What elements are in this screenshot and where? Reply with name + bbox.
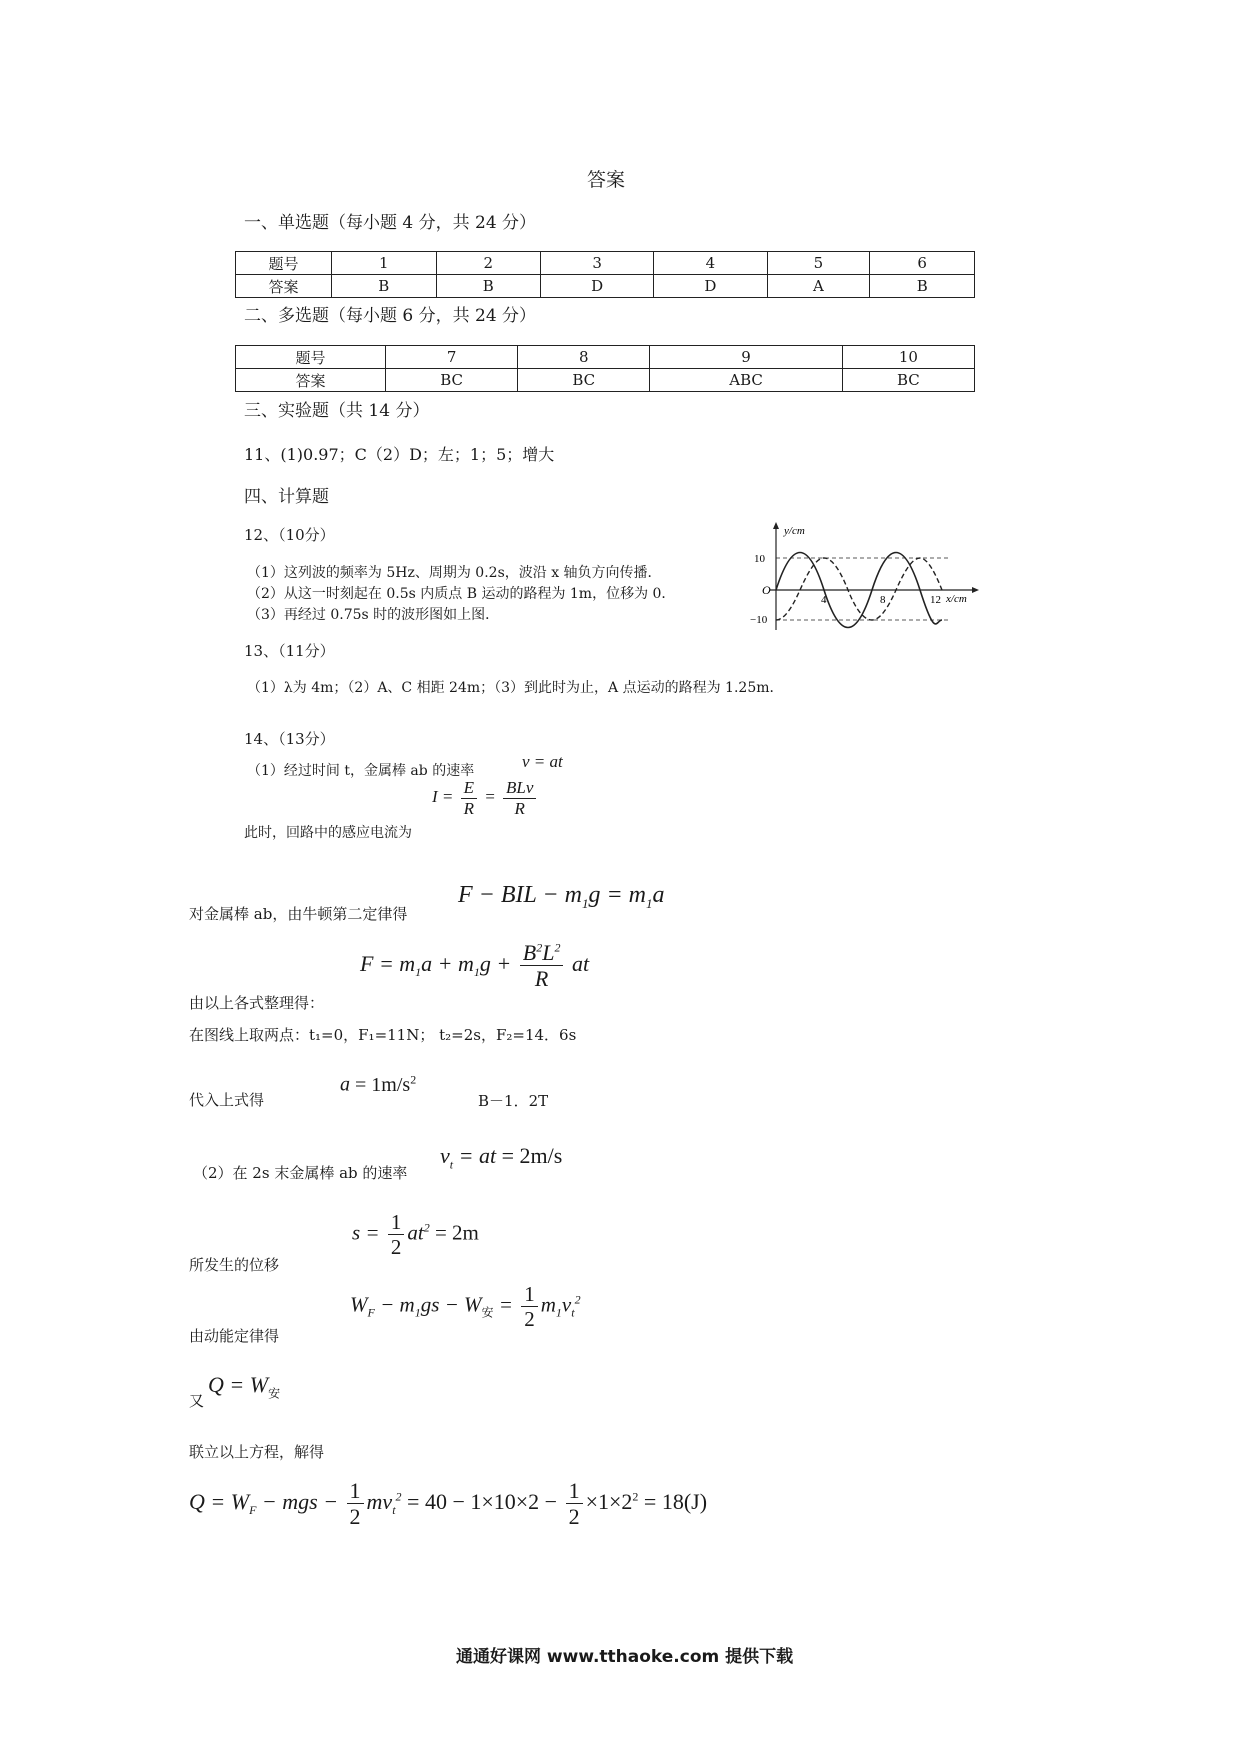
footer-source: 通通好课网 www.tthaoke.com 提供下载	[456, 1647, 794, 1667]
formula-final: $Q = W_F$ − mgs − $\frac{1}{2}$ $mv_t^2 = 40 - 1\times 10\times 2$ − $\frac{1}{2}$ $\times 1\times 2^2 = 18(J)$	[189, 1478, 708, 1530]
row-label: 题号	[236, 252, 332, 275]
formula-v-at: v = at	[522, 752, 563, 771]
answer-cell: A	[767, 275, 870, 298]
row-label: 答案	[236, 369, 386, 392]
q12-line-3: （3）再经过 0.75s 时的波形图如上图．	[247, 607, 500, 623]
wave-graph	[750, 520, 980, 635]
question-number: 1	[332, 252, 437, 275]
section1-heading: 一、单选题（每小题 4 分，共 24 分）	[244, 213, 537, 233]
answer-cell: B	[332, 275, 437, 298]
formula-heat: $Q = W_安$	[208, 1372, 281, 1401]
answer-cell: BC	[842, 369, 974, 392]
experiment-answer: 11、(1)0.97；C（2）D；左；1；5；增大	[244, 445, 555, 464]
question-number: 2	[436, 252, 541, 275]
answer-cell: B	[436, 275, 541, 298]
q13-label: 13、（11分）	[244, 642, 335, 660]
answer-cell: ABC	[650, 369, 842, 392]
q14-text-also: 又	[189, 1392, 205, 1410]
table-row	[236, 275, 975, 298]
q12-label: 12、（10分）	[244, 526, 335, 544]
table-row	[236, 252, 975, 275]
formula-newton: F − BIL − $m_1g = m_1a$	[458, 882, 665, 911]
formula-current: I = $\frac{E}{R}$ = $\frac{\text{BLv}}{R}$	[432, 778, 539, 818]
formula-force: $F = m_1a + m_1g$ + $\frac{B^2L^2}{R}$ at	[360, 940, 590, 992]
wave-dashed	[776, 558, 942, 620]
x-tick-label: 4	[821, 594, 827, 606]
q12-line-1: （1）这列波的频率为 5Hz、周期为 0.2s，波沿 x 轴负方向传播．	[247, 565, 662, 581]
table-row	[236, 346, 975, 369]
answer-cell: B	[870, 275, 975, 298]
q14-text-current: 此时，回路中的感应电流为	[244, 825, 412, 841]
section2-heading: 二、多选题（每小题 6 分，共 24 分）	[244, 306, 537, 326]
q14-text-velocity-2s: （2）在 2s 末金属棒 ab 的速率	[193, 1164, 408, 1182]
q14-text-substitute: 代入上式得	[189, 1091, 265, 1109]
answer-cell: D	[654, 275, 767, 298]
x-tick-label: 8	[880, 594, 886, 606]
q14-text-solve: 联立以上方程，解得	[189, 1443, 325, 1461]
row-label: 答案	[236, 275, 332, 298]
y-tick-label: 10	[754, 553, 765, 565]
question-number: 5	[767, 252, 870, 275]
q14-label: 14、（13分）	[244, 730, 335, 748]
question-number: 3	[541, 252, 654, 275]
x-tick-label: 12	[930, 594, 941, 606]
y-tick-label: −10	[750, 614, 768, 626]
question-number: 4	[654, 252, 767, 275]
answer-cell: D	[541, 275, 654, 298]
question-number: 9	[650, 346, 842, 369]
question-number: 7	[386, 346, 518, 369]
section3-heading: 三、实验题（共 14 分）	[244, 401, 430, 421]
q14-result-b: B－1．2T	[478, 1092, 549, 1110]
q14-text-points: 在图线上取两点：t₁=0，F₁=11N； t₂=2s，F₂=14．6s	[189, 1026, 577, 1044]
formula-velocity-2s: $v_t$ = at = 2m/s	[440, 1143, 563, 1172]
q13-line: （1）λ为 4m；（2）A、C 相距 24m；（3）到此时为止，A 点运动的路程为 1.25m．	[247, 680, 784, 696]
q14-text-arrange: 由以上各式整理得：	[189, 994, 325, 1012]
multi-choice-table	[235, 345, 975, 392]
answer-cell: BC	[386, 369, 518, 392]
single-choice-table	[235, 251, 975, 298]
q14-text-newton: 对金属棒 ab，由牛顿第二定律得	[189, 905, 408, 923]
q12-line-2: （2）从这一时刻起在 0.5s 内质点 B 运动的路程为 1m，位移为 0．	[247, 586, 676, 602]
y-axis-label: y/cm	[784, 525, 805, 537]
row-label: 题号	[236, 346, 386, 369]
x-axis-arrow	[972, 587, 979, 593]
x-axis-label: x/cm	[946, 593, 967, 605]
q14-text-displacement: 所发生的位移	[189, 1256, 280, 1274]
origin-label: O	[762, 583, 771, 597]
formula-acceleration: $a = 1m/s^2$	[340, 1072, 417, 1096]
question-number: 8	[518, 346, 650, 369]
section4-heading: 四、计算题	[244, 487, 329, 507]
y-axis-arrow	[773, 522, 779, 529]
q14-text-energy: 由动能定律得	[189, 1327, 280, 1345]
question-number: 10	[842, 346, 974, 369]
question-number: 6	[870, 252, 975, 275]
page-title: 答案	[587, 169, 626, 191]
answer-cell: BC	[518, 369, 650, 392]
formula-energy: $W_F - m_1gs - W_安$ = $\frac{1}{2}$ $m_1v_t^2$	[350, 1282, 581, 1332]
formula-displacement: s = $\frac{1}{2}$ $at^2 = 2m$	[352, 1210, 479, 1260]
table-row	[236, 369, 975, 392]
q14-text-velocity: （1）经过时间 t，金属棒 ab 的速率	[247, 763, 475, 779]
